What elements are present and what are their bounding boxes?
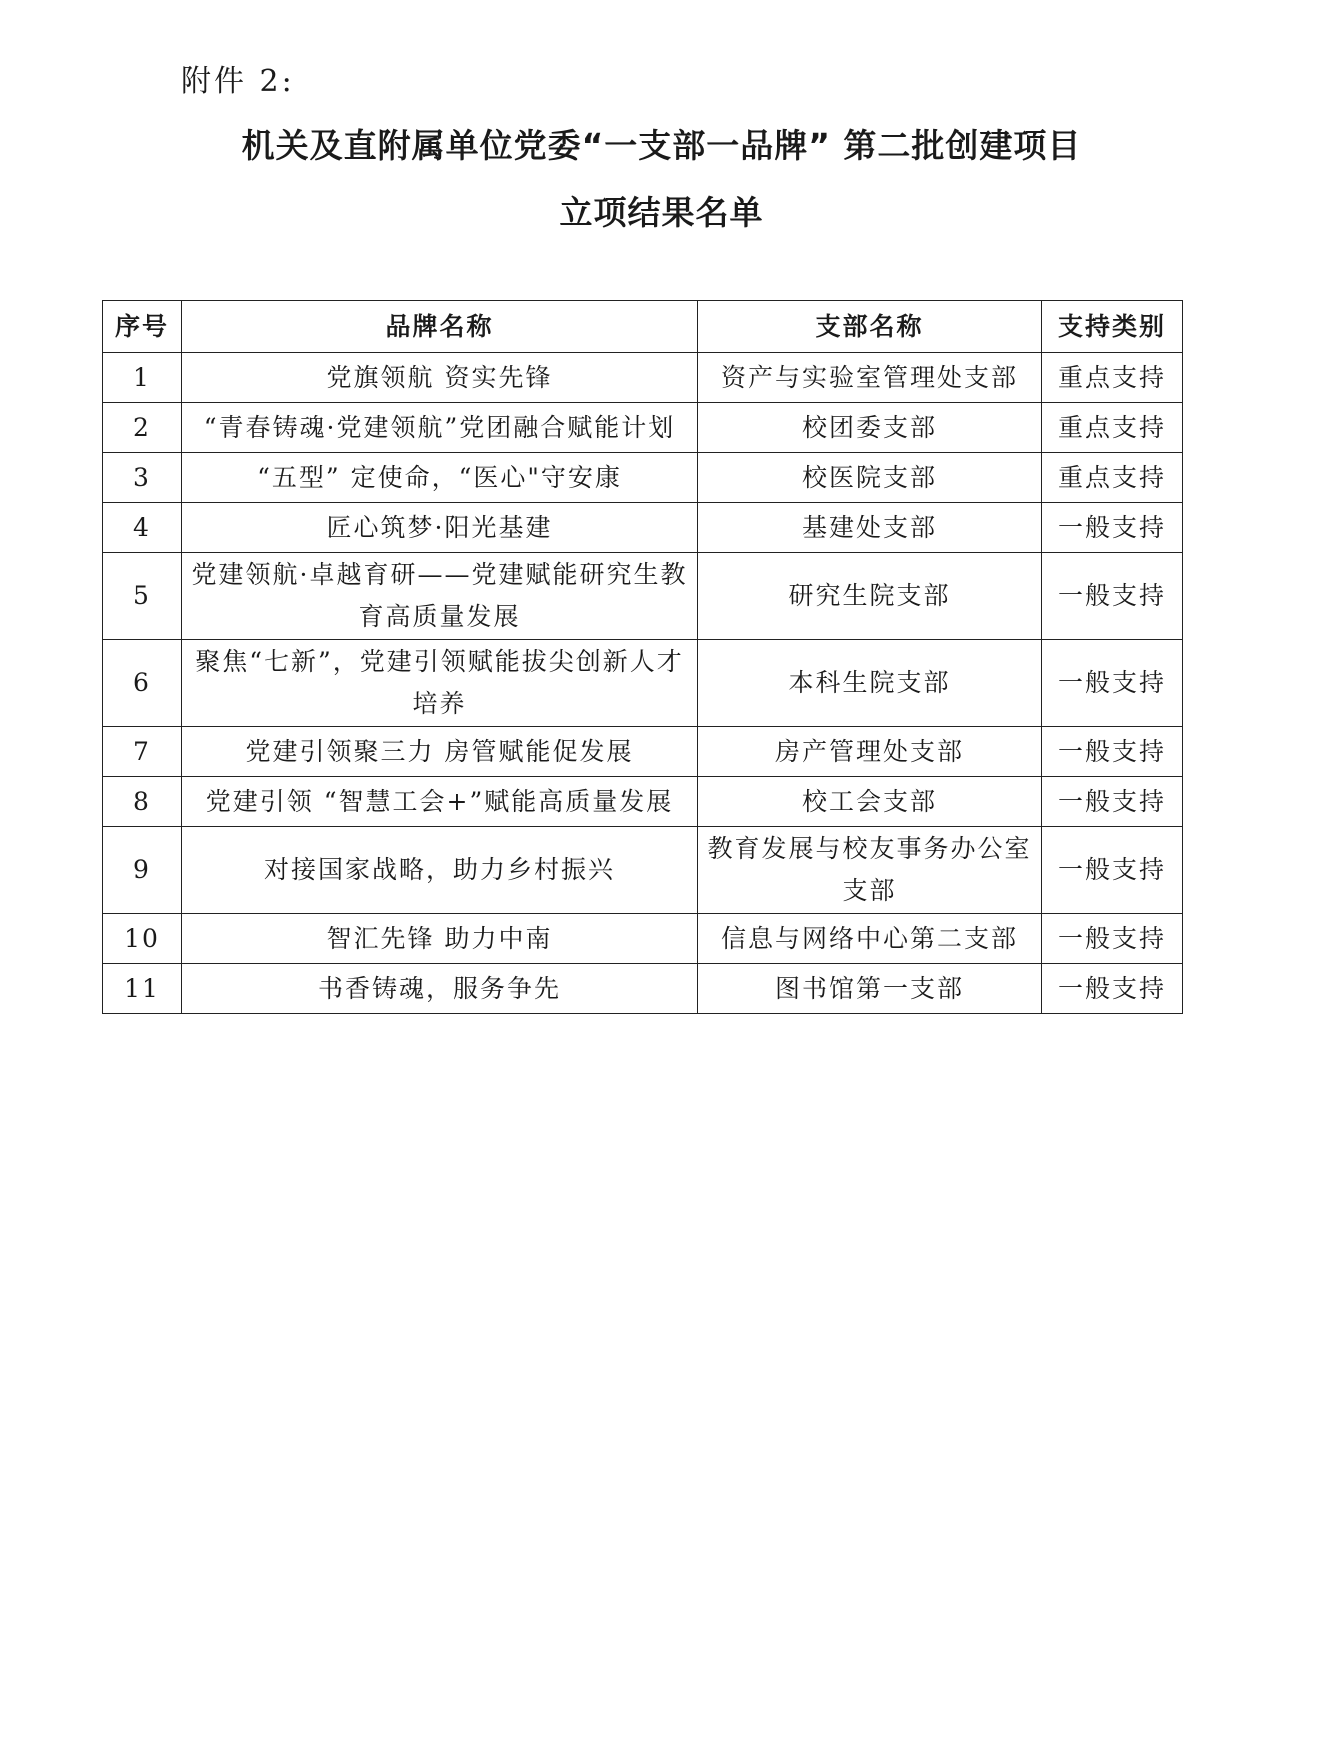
support-category: 一般支持: [1042, 964, 1183, 1014]
brand-name: 党建领航·卓越育研——党建赋能研究生教育高质量发展: [182, 553, 698, 640]
row-number: 1: [103, 353, 182, 403]
table-row: [103, 453, 1183, 503]
table-row: [103, 353, 1183, 403]
header-number: 序号: [103, 301, 182, 353]
brand-name: 党建引领聚三力 房管赋能促发展: [182, 727, 698, 777]
table-row: [103, 553, 1183, 640]
support-category: 一般支持: [1042, 640, 1183, 727]
document-subtitle: 立项结果名单: [559, 193, 764, 232]
table-row: [103, 640, 1183, 727]
row-number: 5: [103, 553, 182, 640]
brand-name: 党旗领航 资实先锋: [182, 353, 698, 403]
support-category: 一般支持: [1042, 503, 1183, 553]
table-row: [103, 777, 1183, 827]
support-category: 重点支持: [1042, 353, 1183, 403]
support-category: 一般支持: [1042, 777, 1183, 827]
table-row: [103, 403, 1183, 453]
header-brand-name: 品牌名称: [182, 301, 698, 353]
table-header-row: [103, 301, 1183, 353]
branch-name: 校工会支部: [698, 777, 1042, 827]
brand-name: 对接国家战略，助力乡村振兴: [182, 827, 698, 914]
row-number: 9: [103, 827, 182, 914]
table-row: [103, 827, 1183, 914]
row-number: 8: [103, 777, 182, 827]
row-number: 2: [103, 403, 182, 453]
row-number: 10: [103, 914, 182, 964]
brand-name: 党建引领 “智慧工会+”赋能高质量发展: [182, 777, 698, 827]
branch-name: 信息与网络中心第二支部: [698, 914, 1042, 964]
branch-name: 图书馆第一支部: [698, 964, 1042, 1014]
support-category: 重点支持: [1042, 403, 1183, 453]
support-category: 一般支持: [1042, 914, 1183, 964]
results-table: [102, 300, 1183, 1014]
branch-name: 研究生院支部: [698, 553, 1042, 640]
support-category: 重点支持: [1042, 453, 1183, 503]
row-number: 7: [103, 727, 182, 777]
branch-name: 本科生院支部: [698, 640, 1042, 727]
branch-name: 资产与实验室管理处支部: [698, 353, 1042, 403]
table-row: [103, 503, 1183, 553]
brand-name: 书香铸魂，服务争先: [182, 964, 698, 1014]
attachment-label: 附件 2:: [181, 64, 295, 99]
branch-name: 教育发展与校友事务办公室支部: [698, 827, 1042, 914]
table-row: [103, 964, 1183, 1014]
support-category: 一般支持: [1042, 553, 1183, 640]
table-row: [103, 914, 1183, 964]
branch-name: 房产管理处支部: [698, 727, 1042, 777]
branch-name: 校团委支部: [698, 403, 1042, 453]
brand-name: 智汇先锋 助力中南: [182, 914, 698, 964]
row-number: 4: [103, 503, 182, 553]
support-category: 一般支持: [1042, 727, 1183, 777]
brand-name: 聚焦“七新”，党建引领赋能拔尖创新人才培养: [182, 640, 698, 727]
brand-name: “五型” 定使命，“医心"守安康: [182, 453, 698, 503]
row-number: 11: [103, 964, 182, 1014]
branch-name: 校医院支部: [698, 453, 1042, 503]
row-number: 6: [103, 640, 182, 727]
support-category: 一般支持: [1042, 827, 1183, 914]
header-branch-name: 支部名称: [698, 301, 1042, 353]
document-title: 机关及直附属单位党委“一支部一品牌” 第二批创建项目: [241, 126, 1082, 165]
row-number: 3: [103, 453, 182, 503]
table-row: [103, 727, 1183, 777]
header-support-category: 支持类别: [1042, 301, 1183, 353]
brand-name: 匠心筑梦·阳光基建: [182, 503, 698, 553]
brand-name: “青春铸魂·党建领航”党团融合赋能计划: [182, 403, 698, 453]
branch-name: 基建处支部: [698, 503, 1042, 553]
